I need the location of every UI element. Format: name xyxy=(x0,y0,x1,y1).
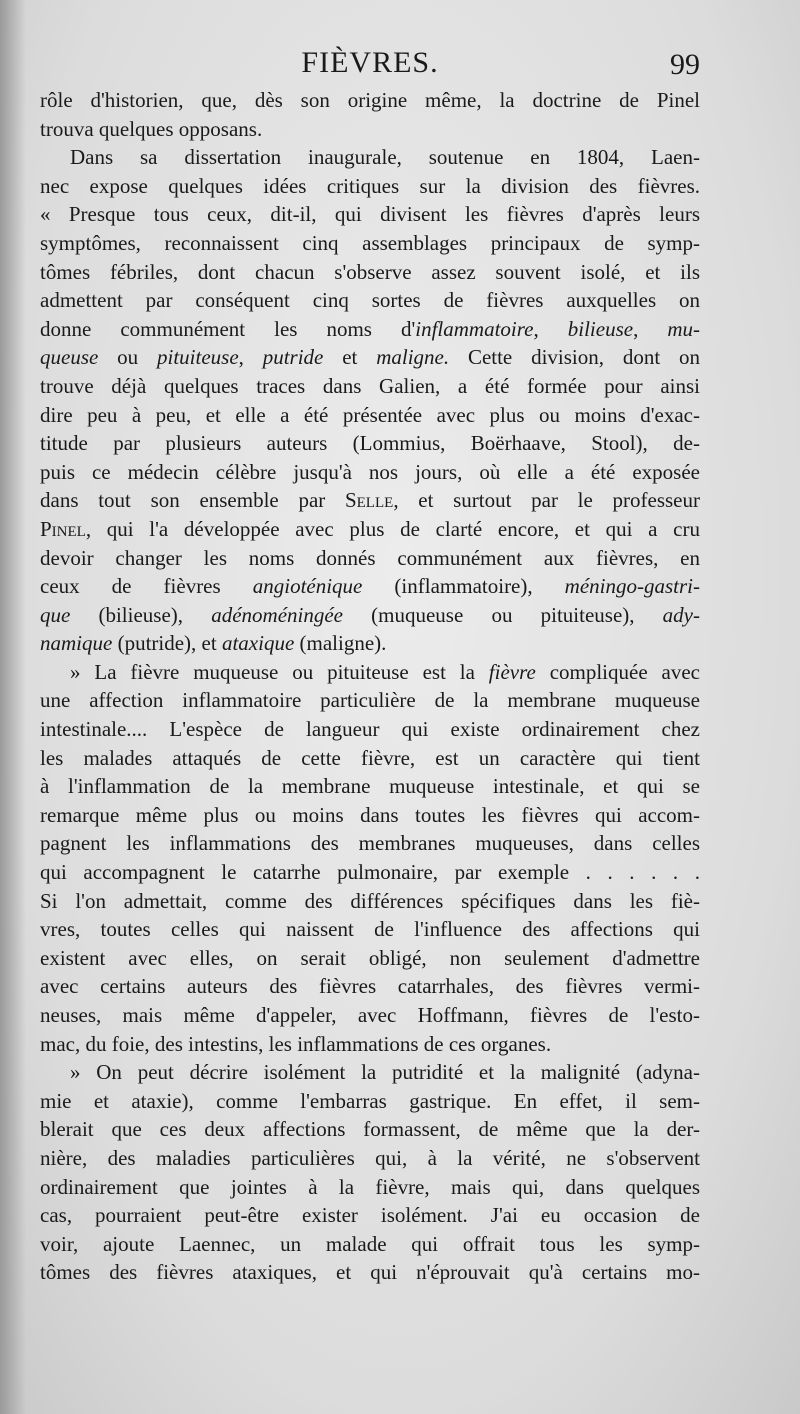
text-run: Si l'on admettait, comme des différences spécifiques dans les fiè- xyxy=(40,888,700,913)
text-line xyxy=(40,829,700,858)
text-run: , xyxy=(533,316,568,341)
text-run: , qui l'a développée avec plus de clarté encore, et qui a cru xyxy=(85,516,700,541)
text-line xyxy=(40,86,700,115)
italic-text: adénoméningée xyxy=(211,602,343,627)
text-line xyxy=(40,1115,700,1144)
italic-text: queuse xyxy=(40,345,99,370)
text-line xyxy=(40,200,700,229)
text-run: à l'inflammation de la membrane muqueuse intestinale, et qui se xyxy=(40,774,700,799)
binding-shadow xyxy=(0,0,26,1414)
text-run: , xyxy=(633,316,668,341)
text-run: vres, toutes celles qui naissent de l'influence des affections qui xyxy=(40,917,700,942)
text-run: Cette division, dont on xyxy=(449,345,700,370)
text-line xyxy=(40,1144,700,1173)
text-line xyxy=(40,258,700,287)
text-run: admettent par conséquent cinq sortes de fièvres auxquelles on xyxy=(40,288,700,313)
running-title: FIÈVRES. xyxy=(301,46,439,79)
text-run: une affection inflammatoire particulière de la membrane muqueuse xyxy=(40,688,700,713)
text-run: trouve déjà quelques traces dans Galien, a été formée pour ainsi xyxy=(40,373,700,398)
text-line xyxy=(40,572,700,601)
text-run: , et surtout par le professeur xyxy=(393,488,700,513)
text-line xyxy=(40,858,700,887)
text-line xyxy=(40,629,700,658)
text-run: puis ce médecin célèbre jusqu'à nos jours, où elle a été exposée xyxy=(40,459,700,484)
text-line xyxy=(40,172,700,201)
text-line xyxy=(40,286,700,315)
text-run: » On peut décrire isolément la putridité et la malignité (adyna- xyxy=(70,1060,700,1085)
text-run: (muqueuse ou pituiteuse), xyxy=(343,602,663,627)
text-run: dans tout son ensemble par xyxy=(40,488,345,513)
text-line xyxy=(40,686,700,715)
text-run: titude par plusieurs auteurs (Lommius, Boërhaave, Stool), de- xyxy=(40,431,700,456)
text-run: trouva quelques opposans. xyxy=(40,116,263,141)
small-caps-name: Pinel xyxy=(40,516,86,541)
text-run: (putride), et xyxy=(112,631,222,656)
italic-text: mu- xyxy=(667,316,700,341)
italic-text: ataxique xyxy=(221,631,295,656)
text-run: , xyxy=(238,345,263,370)
text-run: blerait que ces deux affections formassent, de même que la der- xyxy=(40,1117,700,1142)
text-line xyxy=(40,915,700,944)
text-line xyxy=(40,658,700,687)
text-line xyxy=(40,887,700,916)
text-run: nière, des maladies particulières qui, à la vérité, ne s'observent xyxy=(40,1145,700,1170)
text-run: symptômes, reconnaissent cinq assemblages principaux de symp- xyxy=(40,230,700,255)
text-line xyxy=(40,544,700,573)
text-run: et xyxy=(323,345,377,370)
text-line xyxy=(40,515,700,544)
text-line xyxy=(40,486,700,515)
text-line xyxy=(40,401,700,430)
italic-text: angioténique xyxy=(252,574,363,599)
text-line xyxy=(40,229,700,258)
page-number: 99 xyxy=(670,48,700,81)
text-run: rôle d'historien, que, dès son origine même, la doctrine de Pinel xyxy=(40,88,700,112)
italic-text: pituiteuse xyxy=(156,345,239,370)
text-line xyxy=(40,944,700,973)
text-line xyxy=(40,801,700,830)
italic-text: putride xyxy=(262,345,324,370)
text-run: existent avec elles, on serait obligé, non seulement d'admettre xyxy=(40,945,700,970)
text-line xyxy=(40,1173,700,1202)
page-header xyxy=(40,46,700,86)
text-run: (maligne). xyxy=(294,631,387,656)
text-run: intestinale.... L'espèce de langueur qui existe ordinairement chez xyxy=(40,717,700,742)
text-line xyxy=(40,115,700,144)
text-run: devoir changer les noms donnés communément aux fièvres, en xyxy=(40,545,700,570)
text-run: mie et ataxie), comme l'embarras gastrique. En effet, il sem- xyxy=(40,1088,700,1113)
text-run: donne communément les noms d' xyxy=(40,316,416,341)
body-text xyxy=(40,86,700,1287)
text-line xyxy=(40,744,700,773)
text-run: tômes fébriles, dont chacun s'observe assez souvent isolé, et ils xyxy=(40,259,700,284)
text-run: pagnent les inflammations des membranes muqueuses, dans celles xyxy=(40,831,700,856)
text-run: ordinairement que jointes à la fièvre, mais qui, dans quelques xyxy=(40,1174,700,1199)
text-run: tômes des fièvres ataxiques, et qui n'éprouvait qu'à certains mo- xyxy=(40,1260,700,1285)
text-run: (bilieuse), xyxy=(70,602,212,627)
text-line xyxy=(40,772,700,801)
text-line xyxy=(40,715,700,744)
italic-text: namique xyxy=(40,631,113,656)
text-run: remarque même plus ou moins dans toutes les fièvres qui accom- xyxy=(40,802,700,827)
text-run: dire peu à peu, et elle a été présentée avec plus ou moins d'exac- xyxy=(40,402,700,427)
italic-text: inflammatoire xyxy=(415,316,534,341)
text-line xyxy=(40,372,700,401)
text-line xyxy=(40,1001,700,1030)
text-line xyxy=(40,1258,700,1287)
text-line xyxy=(40,1087,700,1116)
text-line xyxy=(40,1201,700,1230)
text-run: ceux de fièvres xyxy=(40,574,253,599)
text-run: mac, du foie, des intestins, les inflammations de ces organes. xyxy=(40,1031,552,1056)
text-run: « Presque tous ceux, dit-il, qui divisent les fièvres d'après leurs xyxy=(40,202,700,227)
italic-text: que xyxy=(40,602,71,627)
text-line xyxy=(40,315,700,344)
text-line xyxy=(40,1230,700,1259)
italic-text: bilieuse xyxy=(567,316,634,341)
text-run: neuses, mais même d'appeler, avec Hoffmann, fièvres de l'esto- xyxy=(40,1003,700,1027)
italic-text: ady- xyxy=(662,602,700,627)
text-line xyxy=(40,429,700,458)
text-run: les malades attaqués de cette fièvre, est un caractère qui tient xyxy=(40,745,700,770)
italic-text: maligne. xyxy=(376,345,450,370)
text-line xyxy=(40,458,700,487)
text-run: » La fièvre muqueuse ou pituiteuse est la xyxy=(70,659,489,684)
text-line xyxy=(40,1030,700,1059)
text-run: nec expose quelques idées critiques sur la division des fièvres. xyxy=(40,173,700,198)
text-line xyxy=(40,1058,700,1087)
text-line xyxy=(40,343,700,372)
text-run: cas, pourraient peut-être exister isolément. J'ai eu occasion de xyxy=(40,1203,700,1228)
italic-text: fièvre xyxy=(488,659,536,684)
text-run: qui accompagnent le catarrhe pulmonaire, par exemple . . . . . . xyxy=(40,860,700,885)
text-run: voir, ajoute Laennec, un malade qui offrait tous les symp- xyxy=(40,1231,700,1256)
text-line xyxy=(40,972,700,1001)
text-run: ou xyxy=(98,345,157,370)
text-run: (inflammatoire), xyxy=(362,574,565,599)
text-line xyxy=(40,143,700,172)
text-line xyxy=(40,601,700,630)
small-caps-name: Selle xyxy=(344,488,394,513)
italic-text: méningo-gastri- xyxy=(564,574,700,599)
text-run: Dans sa dissertation inaugurale, soutenue en 1804, Laen- xyxy=(70,145,700,170)
text-run: compliquée avec xyxy=(535,659,700,684)
text-run: avec certains auteurs des fièvres catarrhales, des fièvres vermi- xyxy=(40,974,700,999)
